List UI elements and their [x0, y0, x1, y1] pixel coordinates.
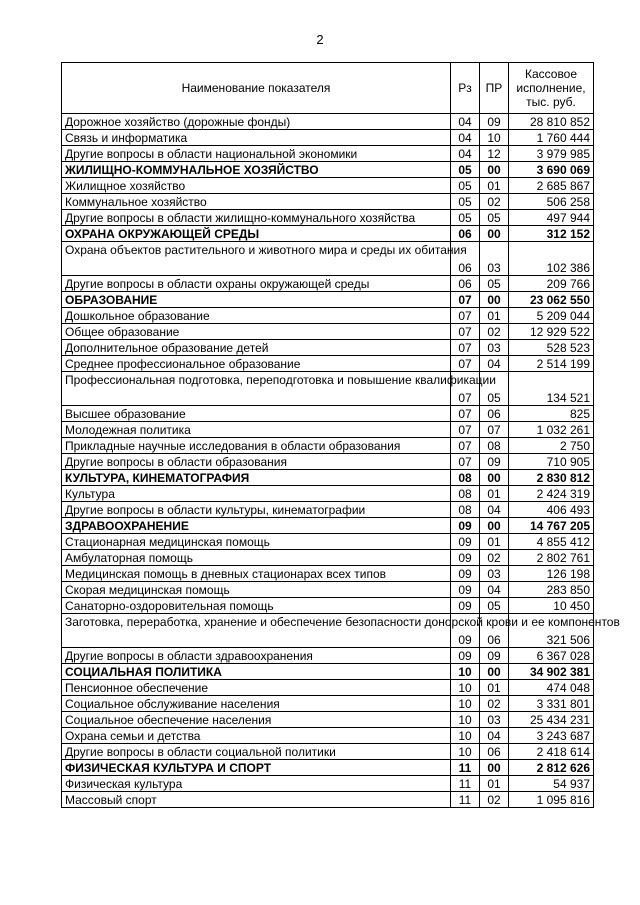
cell-pr: 01 [480, 680, 509, 696]
cell-name: Дошкольное образование [62, 308, 451, 324]
header-sum: Кассовое исполнение, тыс. руб. [509, 63, 594, 114]
cell-name: Другие вопросы в области жилищно-коммунального хозяйства [62, 210, 451, 226]
cell-pr: 02 [480, 696, 509, 712]
cell-rz: 10 [451, 712, 480, 728]
cell-pr: 02 [480, 324, 509, 340]
table-section-row [62, 518, 594, 534]
cell-sum: 14 767 205 [509, 518, 594, 534]
cell-sum: 10 450 [509, 598, 594, 614]
cell-pr: 04 [480, 502, 509, 518]
cell-rz: 09 [451, 648, 480, 664]
cell-name: Дорожное хозяйство (дорожные фонды) [62, 114, 451, 130]
cell-sum: 710 905 [509, 454, 594, 470]
cell-pr: 06 [480, 744, 509, 760]
table-section-row [62, 226, 594, 242]
cell-sum: 3 979 985 [509, 146, 594, 162]
table-row [62, 776, 594, 792]
cell-sum: 406 493 [509, 502, 594, 518]
cell-rz: 10 [451, 664, 480, 680]
table-body [62, 114, 620, 808]
cell-name: Заготовка, переработка, хранение и обеспечение безопасности донорской крови и ее компонентов [62, 614, 451, 648]
cell-rz: 09 [451, 598, 480, 614]
cell-rz: 04 [451, 114, 480, 130]
cell-name: Стационарная медицинская помощь [62, 534, 451, 550]
cell-name: Пенсионное обеспечение [62, 680, 451, 696]
cell-sum: 312 152 [509, 226, 594, 242]
cell-pr: 01 [480, 776, 509, 792]
cell-name: Охрана объектов растительного и животного мира и среды их обитания [62, 242, 451, 276]
cell-pr: 05 [480, 276, 509, 292]
cell-rz: 08 [451, 502, 480, 518]
cell-pr: 05 [480, 210, 509, 226]
table-row [62, 728, 594, 744]
cell-sum: 134 521 [509, 372, 594, 406]
cell-rz: 05 [451, 210, 480, 226]
cell-name: ОБРАЗОВАНИЕ [62, 292, 451, 308]
cell-sum: 474 048 [509, 680, 594, 696]
table-row [62, 178, 594, 194]
cell-name: ФИЗИЧЕСКАЯ КУЛЬТУРА И СПОРТ [62, 760, 451, 776]
cell-sum: 2 514 199 [509, 356, 594, 372]
cell-name: Санаторно-оздоровительная помощь [62, 598, 451, 614]
table-row [62, 712, 594, 728]
budget-table [61, 62, 620, 808]
cell-sum: 28 810 852 [509, 114, 594, 130]
cell-pr: 00 [480, 470, 509, 486]
cell-pr: 00 [480, 518, 509, 534]
cell-pr: 05 [480, 598, 509, 614]
cell-rz: 06 [451, 226, 480, 242]
table-row [62, 406, 594, 422]
cell-sum: 283 850 [509, 582, 594, 598]
cell-pr: 03 [480, 712, 509, 728]
table-section-row [62, 760, 594, 776]
cell-name: Коммунальное хозяйство [62, 194, 451, 210]
cell-rz: 11 [451, 760, 480, 776]
cell-rz: 04 [451, 130, 480, 146]
cell-sum: 2 812 626 [509, 760, 594, 776]
cell-name: Другие вопросы в области здравоохранения [62, 648, 451, 664]
cell-pr: 06 [480, 614, 509, 648]
cell-sum: 1 760 444 [509, 130, 594, 146]
table-row [62, 146, 594, 162]
cell-sum: 2 418 614 [509, 744, 594, 760]
cell-rz: 07 [451, 324, 480, 340]
cell-name: Другие вопросы в области культуры, кинематографии [62, 502, 451, 518]
table-row [62, 744, 594, 760]
header-name: Наименование показателя [62, 63, 451, 114]
cell-pr: 00 [480, 292, 509, 308]
cell-rz: 07 [451, 372, 480, 406]
cell-rz: 09 [451, 614, 480, 648]
cell-name: Охрана семьи и детства [62, 728, 451, 744]
table-row [62, 422, 594, 438]
table-row [62, 242, 594, 276]
cell-sum: 6 367 028 [509, 648, 594, 664]
cell-pr: 10 [480, 130, 509, 146]
table-row [62, 582, 594, 598]
cell-rz: 07 [451, 292, 480, 308]
cell-rz: 11 [451, 792, 480, 808]
cell-rz: 07 [451, 454, 480, 470]
table-row [62, 550, 594, 566]
cell-rz: 09 [451, 534, 480, 550]
cell-name: ЗДРАВООХРАНЕНИЕ [62, 518, 451, 534]
cell-pr: 03 [480, 566, 509, 582]
table-row [62, 276, 594, 292]
cell-pr: 03 [480, 340, 509, 356]
cell-name: Социальное обслуживание населения [62, 696, 451, 712]
header-pr: ПР [480, 63, 509, 114]
cell-pr: 04 [480, 356, 509, 372]
page-number: 2 [316, 32, 324, 47]
table-row [62, 308, 594, 324]
cell-name: Профессиональная подготовка, переподготовка и повышение квалификации [62, 372, 451, 406]
cell-sum: 2 830 812 [509, 470, 594, 486]
cell-sum: 23 062 550 [509, 292, 594, 308]
cell-rz: 06 [451, 242, 480, 276]
cell-pr: 09 [480, 648, 509, 664]
cell-pr: 05 [480, 372, 509, 406]
table-row [62, 130, 594, 146]
table-row [62, 194, 594, 210]
table-row [62, 502, 594, 518]
cell-name: Среднее профессиональное образование [62, 356, 451, 372]
cell-rz: 07 [451, 356, 480, 372]
cell-rz: 08 [451, 486, 480, 502]
cell-name: Амбулаторная помощь [62, 550, 451, 566]
table-row [62, 486, 594, 502]
cell-pr: 09 [480, 114, 509, 130]
cell-sum: 3 331 801 [509, 696, 594, 712]
cell-sum: 497 944 [509, 210, 594, 226]
cell-pr: 07 [480, 422, 509, 438]
cell-pr: 02 [480, 550, 509, 566]
cell-sum: 506 258 [509, 194, 594, 210]
table-row [62, 210, 594, 226]
cell-rz: 09 [451, 582, 480, 598]
table-section-row [62, 162, 594, 178]
cell-pr: 08 [480, 438, 509, 454]
cell-rz: 10 [451, 696, 480, 712]
cell-name: Другие вопросы в области национальной экономики [62, 146, 451, 162]
cell-sum: 12 929 522 [509, 324, 594, 340]
cell-name: Молодежная политика [62, 422, 451, 438]
table-row [62, 340, 594, 356]
table-row [62, 648, 594, 664]
cell-rz: 06 [451, 276, 480, 292]
cell-rz: 07 [451, 438, 480, 454]
table-row [62, 534, 594, 550]
cell-rz: 07 [451, 406, 480, 422]
cell-rz: 04 [451, 146, 480, 162]
cell-name: Другие вопросы в области образования [62, 454, 451, 470]
cell-rz: 05 [451, 162, 480, 178]
table-row [62, 598, 594, 614]
cell-name: Социальное обеспечение населения [62, 712, 451, 728]
table-section-row [62, 664, 594, 680]
table-section-row [62, 292, 594, 308]
table-section-row [62, 470, 594, 486]
cell-rz: 07 [451, 422, 480, 438]
cell-pr: 04 [480, 728, 509, 744]
cell-sum: 4 855 412 [509, 534, 594, 550]
header-rz: Рз [451, 63, 480, 114]
cell-rz: 09 [451, 566, 480, 582]
cell-name: Массовый спорт [62, 792, 451, 808]
cell-pr: 02 [480, 194, 509, 210]
cell-sum: 1 032 261 [509, 422, 594, 438]
cell-sum: 2 685 867 [509, 178, 594, 194]
cell-pr: 01 [480, 308, 509, 324]
table-row [62, 614, 594, 648]
cell-sum: 2 424 319 [509, 486, 594, 502]
cell-sum: 528 523 [509, 340, 594, 356]
table-row [62, 372, 594, 406]
cell-pr: 00 [480, 162, 509, 178]
table-row [62, 324, 594, 340]
cell-pr: 01 [480, 486, 509, 502]
cell-rz: 10 [451, 728, 480, 744]
cell-name: Прикладные научные исследования в области образования [62, 438, 451, 454]
cell-name: Связь и информатика [62, 130, 451, 146]
cell-pr: 02 [480, 792, 509, 808]
cell-pr: 01 [480, 178, 509, 194]
cell-rz: 09 [451, 550, 480, 566]
cell-pr: 01 [480, 534, 509, 550]
cell-pr: 00 [480, 226, 509, 242]
cell-name: Общее образование [62, 324, 451, 340]
table-row [62, 114, 594, 130]
cell-rz: 11 [451, 776, 480, 792]
cell-rz: 08 [451, 470, 480, 486]
table-row [62, 356, 594, 372]
cell-rz: 05 [451, 194, 480, 210]
cell-name: Высшее образование [62, 406, 451, 422]
table-header-row [62, 63, 594, 114]
cell-pr: 03 [480, 242, 509, 276]
cell-name: Медицинская помощь в дневных стационарах всех типов [62, 566, 451, 582]
cell-name: КУЛЬТУРА, КИНЕМАТОГРАФИЯ [62, 470, 451, 486]
cell-name: Физическая культура [62, 776, 451, 792]
cell-sum: 5 209 044 [509, 308, 594, 324]
cell-rz: 10 [451, 680, 480, 696]
table-row [62, 696, 594, 712]
cell-rz: 07 [451, 308, 480, 324]
cell-sum: 3 243 687 [509, 728, 594, 744]
cell-rz: 09 [451, 518, 480, 534]
cell-sum: 2 802 761 [509, 550, 594, 566]
cell-name: Культура [62, 486, 451, 502]
cell-sum: 2 750 [509, 438, 594, 454]
table-row [62, 566, 594, 582]
cell-sum: 209 766 [509, 276, 594, 292]
table-row [62, 680, 594, 696]
cell-sum: 54 937 [509, 776, 594, 792]
table-row [62, 454, 594, 470]
cell-pr: 00 [480, 664, 509, 680]
cell-name: ОХРАНА ОКРУЖАЮЩЕЙ СРЕДЫ [62, 226, 451, 242]
cell-rz: 10 [451, 744, 480, 760]
table-row [62, 438, 594, 454]
cell-rz: 07 [451, 340, 480, 356]
cell-sum: 825 [509, 406, 594, 422]
cell-pr: 04 [480, 582, 509, 598]
cell-sum: 321 506 [509, 614, 594, 648]
cell-name: Скорая медицинская помощь [62, 582, 451, 598]
cell-pr: 06 [480, 406, 509, 422]
cell-pr: 00 [480, 760, 509, 776]
cell-sum: 34 902 381 [509, 664, 594, 680]
cell-rz: 05 [451, 178, 480, 194]
cell-sum: 25 434 231 [509, 712, 594, 728]
cell-pr: 12 [480, 146, 509, 162]
cell-pr: 09 [480, 454, 509, 470]
cell-name: ЖИЛИЩНО-КОММУНАЛЬНОЕ ХОЗЯЙСТВО [62, 162, 451, 178]
cell-sum: 126 198 [509, 566, 594, 582]
cell-name: Дополнительное образование детей [62, 340, 451, 356]
cell-name: СОЦИАЛЬНАЯ ПОЛИТИКА [62, 664, 451, 680]
cell-name: Другие вопросы в области социальной политики [62, 744, 451, 760]
cell-sum: 1 095 816 [509, 792, 594, 808]
cell-name: Жилищное хозяйство [62, 178, 451, 194]
cell-sum: 102 386 [509, 242, 594, 276]
cell-name: Другие вопросы в области охраны окружающей среды [62, 276, 451, 292]
table-row [62, 792, 594, 808]
cell-sum: 3 690 069 [509, 162, 594, 178]
